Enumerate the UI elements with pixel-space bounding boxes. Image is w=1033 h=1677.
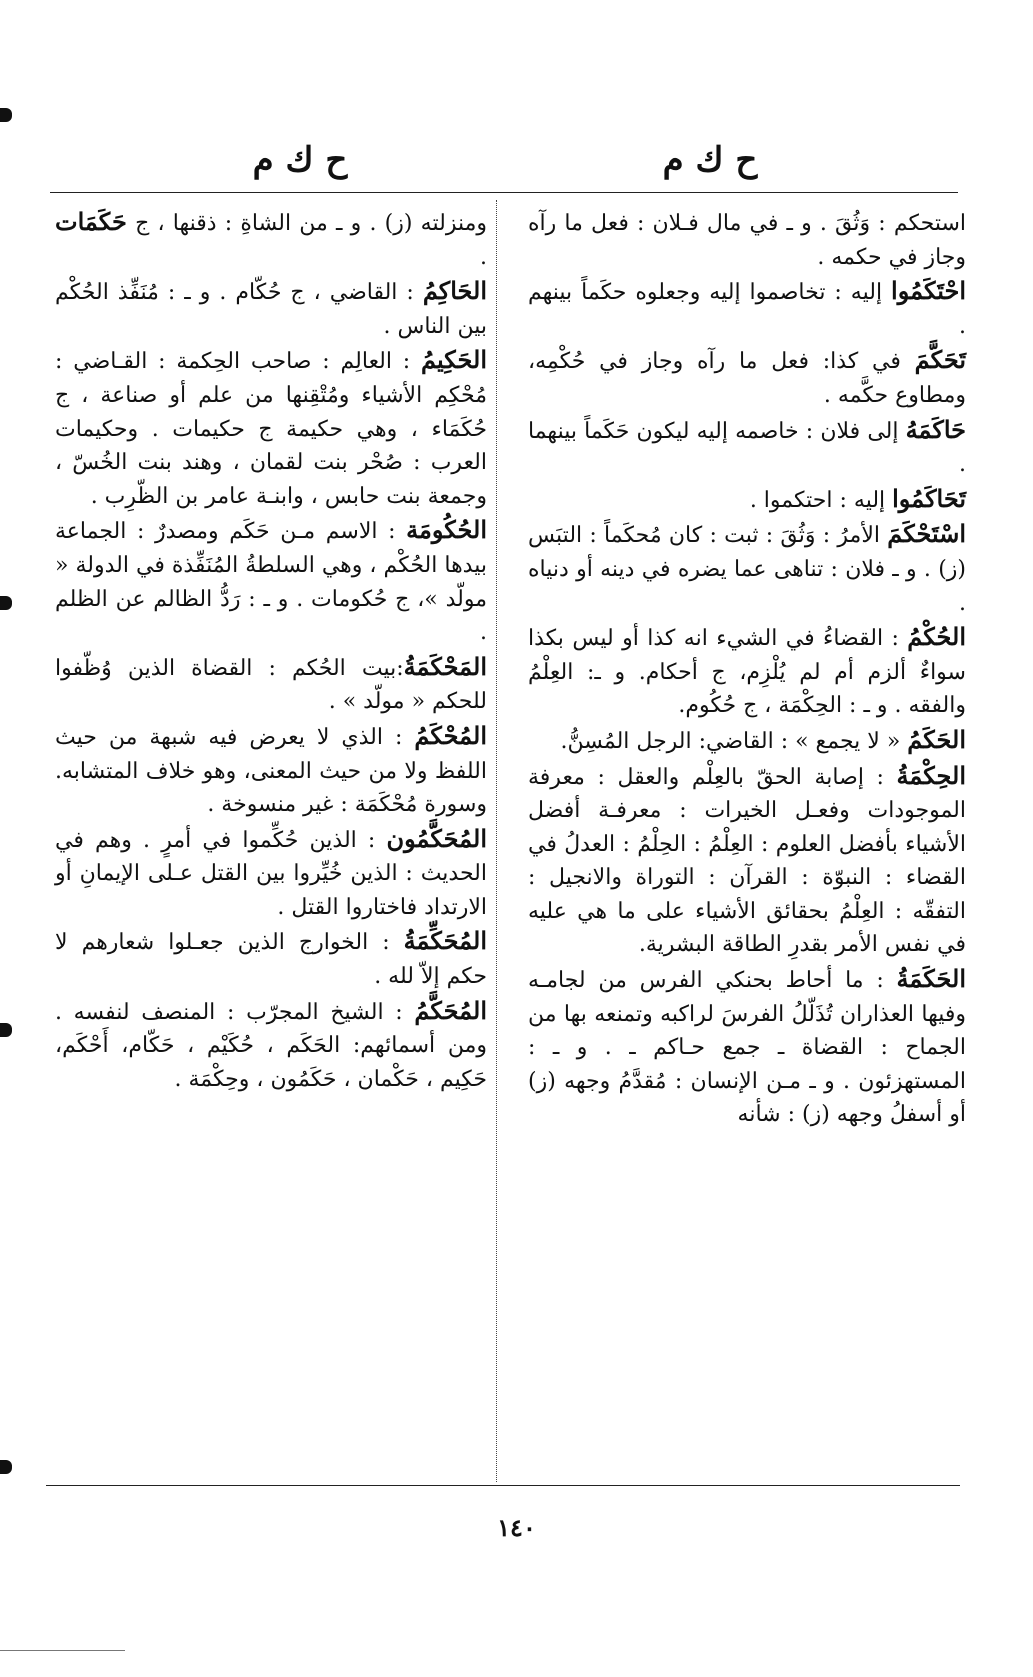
entry-definition: استحكم : وَثُقَ . و ـ في مال فـلان : فعل ما رآه وجاز في حكمه . <box>528 211 966 270</box>
dictionary-entry <box>528 517 966 620</box>
dictionary-entry <box>528 759 966 963</box>
entry-definition: إليه : احتكموا . <box>749 487 893 513</box>
entry-headword: تَحَاكَمُوا <box>892 483 966 513</box>
entry-headword: المُحَكِّمَةُ <box>403 926 487 956</box>
dictionary-entry <box>528 723 966 759</box>
entry-headword: اسْتَحْكَمَ <box>887 519 966 549</box>
left-column <box>55 205 487 1096</box>
dictionary-entry <box>528 962 966 1132</box>
dictionary-entry <box>55 205 487 274</box>
running-head-left: ح ك م <box>252 140 348 180</box>
entry-definition: : القضاءُ في الشيء انه كذا أو ليس بكذا سواءٌ ألزم أم لم يُلْزِم، ج أحكام. و ـ: العِلْمُ والفقه . و ـ : الحِكْمَة ، ج حُكُوم. <box>528 626 966 719</box>
entry-definition: : الشيخ المجرّب : المنصف لنفسه . ومن أسمائهم: الحَكَم ، حُكَيْم ، حَكّام، أَحْكَم، حَكِيم ، حَكْمان ، حَكَمُون ، وحِكْمَة . <box>55 999 487 1092</box>
entry-headword: الحَكَمَةُ <box>896 964 966 994</box>
dictionary-entry <box>528 274 966 343</box>
dictionary-entry <box>55 650 487 719</box>
entry-headword: الحَاكِمُ <box>422 276 487 306</box>
entry-definition: « لا يجمع » : القاضي: الرجل المُسِنُّ. <box>560 728 908 754</box>
entry-headword: الحَكِيمُ <box>421 345 487 375</box>
entry-definition: إليه : تخاصموا إليه وجعلوه حكَماً بينهم . <box>528 280 966 339</box>
entry-definition: : الاسم مـن حَكَم ومصدرٌ : الجماعة بيدها الحُكْم ، وهي السلطةُ المُنَفِّذة في الدولة « مولّد »، ج حُكومات . و ـ : رَدُّ الظالم عن الظلم . <box>55 519 487 646</box>
entry-definition: الأمرُ : وَثُقَ : ثبت : كان مُحكَماً : التبَس (ز) . و ـ فلان : تناهى عما يضره في دينه أو دنياه . <box>528 523 966 616</box>
dictionary-entry <box>528 620 966 723</box>
dictionary-entry <box>55 924 487 993</box>
entry-headword: المُحْكَمُ <box>414 720 487 750</box>
entry-definition: في كذا: فعل ما رآه وجاز في حُكْمِه، ومطاوع حكَّمه . <box>528 349 966 408</box>
entry-headword: حَاكَمَهُ <box>905 414 966 444</box>
entry-definition: . <box>480 244 487 270</box>
entry-headword: الحَكَمُ <box>907 724 966 754</box>
page-number: ١٤٠ <box>497 1513 536 1542</box>
entry-headword: المُحَكَّمُون <box>386 823 487 853</box>
dictionary-entry <box>55 343 487 513</box>
entry-definition: : ما أحاط بحنكي الفرس من لجامـه وفيها العذاران تُذَلّلُ الفرسَ لراكبه وتمنعه بها من الجماح : القضاة ـ جمع حـاكم ـ . و ـ : المستهزئون . و ـ مـن الإنسان : مُقدَّمُ وجهه (ز) أو أسفلُ وجهه (ز) : شأنه <box>528 968 966 1128</box>
entry-definition: : القاضي ، ج حُكّام . و ـ : مُنَفِّذ الحُكْم بين الناس . <box>55 280 487 339</box>
entry-continuation: ومنزلته (ز) . و ـ من الشاةِ : ذقنها ، ج <box>126 211 487 236</box>
entry-definition: : الذي لا يعرض فيه شبهة من حيث اللفظ ولا من حيث المعنى، وهو خلاف المتشابه. وسورة مُحْكَمَة : غير منسوخة . <box>55 724 487 818</box>
running-head-right: ح ك م <box>662 140 758 180</box>
entry-headword: الحِكْمَةُ <box>896 760 966 790</box>
entry-headword: الحُكْمُ <box>907 622 966 652</box>
dictionary-entry <box>55 719 487 822</box>
scan-edge-mark <box>0 596 12 610</box>
entry-definition: إلى فلان : خاصمه إليه ليكون حَكَماً بينهما . <box>528 418 966 478</box>
scan-edge-mark <box>0 108 12 122</box>
right-column <box>528 205 966 1132</box>
dictionary-entry <box>528 482 966 518</box>
dictionary-entry <box>55 994 487 1097</box>
entry-definition: : الخوارج الذين جعـلوا شعارهم لا حكم إلاّ لله . <box>55 930 487 990</box>
entry-headword: الحُكُومَة <box>406 515 487 545</box>
dictionary-entry <box>55 822 487 925</box>
entry-definition: :بيت الحُكم : القضاة الذين وُظّفوا للحكم « مولّد » . <box>55 655 487 715</box>
scan-edge-mark <box>0 1023 12 1037</box>
header-rule <box>50 192 958 193</box>
entry-definition: : العالِم : صاحب الحِكمة : القـاضي : مُحْكِم الأشياء ومُتْقِنها من علم أو صناعة ، ج حُكَمَاء ، وهي حكيمة ج حكيمات . وحكيمات العرب : صُحْر بنت لقمان ، وهند بنت الخُسّ ، وجمعة بنت حابس ، وابنـة عامر بن الظّرِب . <box>55 349 487 509</box>
entry-headword: احْتَكَمُوا <box>891 276 966 306</box>
entry-definition: : إصابة الحقّ بالعِلْم والعقل : معرفة الموجودات وفعـل الخيرات : معرفـة أفضل الأشياء بأفضل العلوم : العِلْمُ : الحِلْمُ : العدلُ في القضاء : النبوّة : القرآن : التوراة والانجيل : التفقّه : العِلْمُ بحقائق الأشياء على ما هي عليه في نفس الأمر بقدرِ الطاقة البشرية. <box>528 764 966 958</box>
scan-footer-line <box>0 1650 125 1651</box>
entry-definition: : الذين حُكِّموا في أمرٍ . وهم في الحديث : الذين خُيِّروا بين القتل عـلى الإيمانِ أو الارتداد فاختاروا القتل . <box>55 827 487 920</box>
entry-headword: المُحَكَّمُ <box>414 995 487 1025</box>
entry-headword: المَحْكَمَةُ <box>403 651 487 681</box>
entry-headword: تَحَكَّمَ <box>914 345 966 375</box>
column-separator <box>496 200 497 1482</box>
dictionary-entry <box>528 343 966 412</box>
dictionary-entry <box>528 413 966 482</box>
entry-headword: حَكَمَات <box>55 207 127 236</box>
dictionary-entry <box>55 513 487 649</box>
dictionary-entry <box>528 205 966 274</box>
dictionary-entry <box>55 274 487 343</box>
scan-edge-mark <box>0 1460 12 1474</box>
footer-rule <box>46 1485 960 1486</box>
